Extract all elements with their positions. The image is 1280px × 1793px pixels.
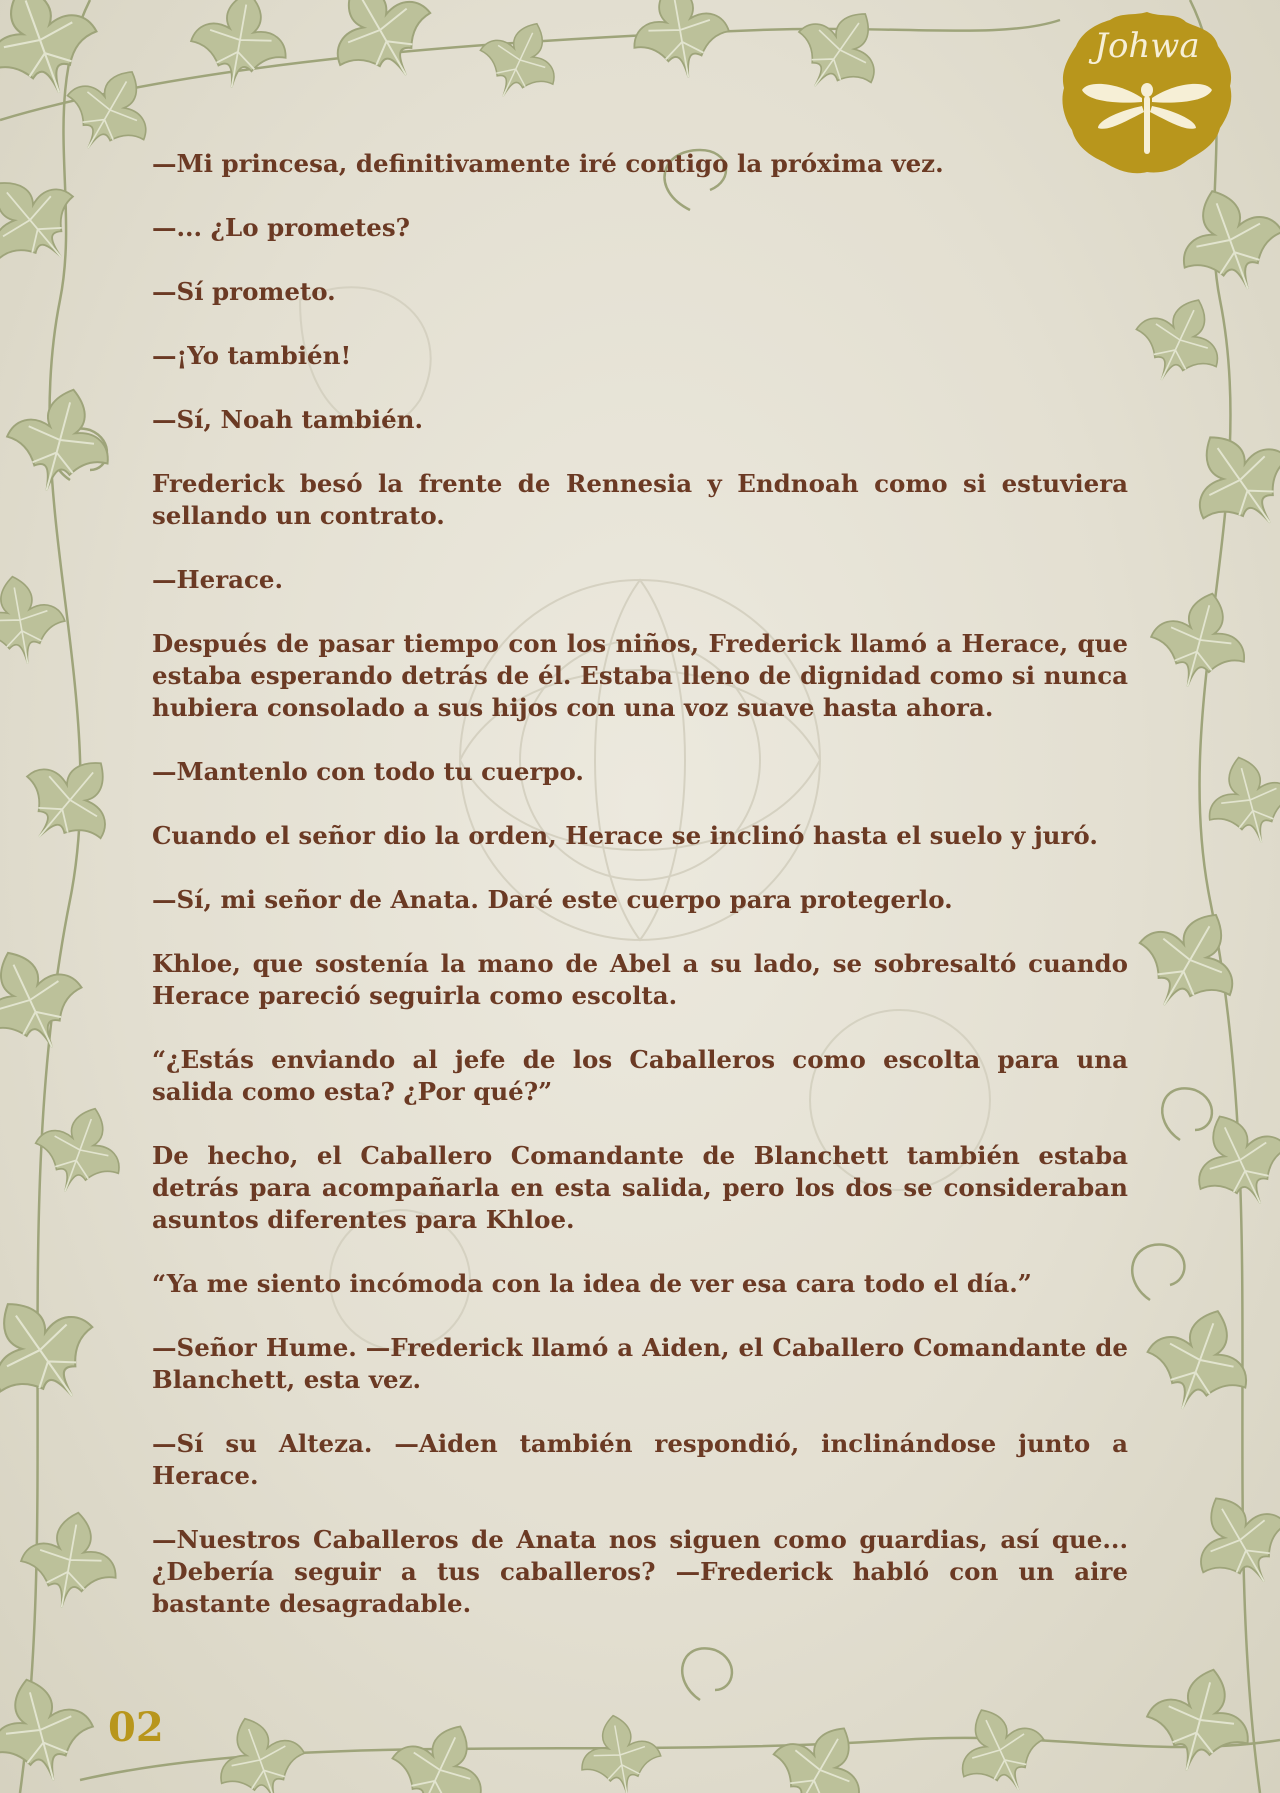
paragraph: —Mi princesa, definitivamente iré contigo la próxima vez.: [152, 149, 944, 178]
paragraph: —Mantenlo con todo tu cuerpo.: [152, 757, 584, 786]
story-text: [152, 148, 1128, 1652]
paragraph: —Herace.: [152, 565, 284, 594]
paragraph: Cuando el señor dio la orden, Herace se inclinó hasta el suelo y juró.: [152, 821, 1098, 850]
paragraph: —Sí, Noah también.: [152, 405, 423, 434]
paragraph: —Nuestros Caballeros de Anata nos siguen como guardias, así que... ¿Debería seguir a tus caballeros? —Frederick habló con un aire bastante desagradable.: [152, 1525, 1128, 1618]
logo-text: Johwa: [1094, 26, 1200, 66]
paragraph: Después de pasar tiempo con los niños, Frederick llamó a Herace, que estaba esperando detrás de él. Estaba lleno de dignidad como si nunca hubiera consolado a sus hijos con una voz suave hasta ahora.: [152, 629, 1128, 722]
page-number: 02: [108, 1704, 164, 1751]
paragraph: “¿Estás enviando al jefe de los Caballeros como escolta para una salida como esta? ¿Por qué?”: [152, 1045, 1128, 1106]
paragraph: —Señor Hume. —Frederick llamó a Aiden, el Caballero Comandante de Blanchett, esta vez.: [152, 1333, 1128, 1394]
paragraph: De hecho, el Caballero Comandante de Blanchett también estaba detrás para acompañarla en esta salida, pero los dos se consideraban asuntos diferentes para Khloe.: [152, 1141, 1128, 1234]
paragraph: —Sí prometo.: [152, 277, 336, 306]
paragraph: —Sí su Alteza. —Aiden también respondió, inclinándose junto a Herace.: [152, 1429, 1128, 1490]
paragraph: —¡Yo también!: [152, 341, 352, 370]
paragraph: —... ¿Lo prometes?: [152, 213, 411, 242]
paragraph: “Ya me siento incómoda con la idea de ver esa cara todo el día.”: [152, 1269, 1032, 1298]
paragraph: Khloe, que sostenía la mano de Abel a su lado, se sobresaltó cuando Herace pareció seguirla como escolta.: [152, 949, 1128, 1010]
paragraph: —Sí, mi señor de Anata. Daré este cuerpo para protegerlo.: [152, 885, 953, 914]
paragraph: Frederick besó la frente de Rennesia y Endnoah como si estuviera sellando un contrato.: [152, 469, 1128, 530]
